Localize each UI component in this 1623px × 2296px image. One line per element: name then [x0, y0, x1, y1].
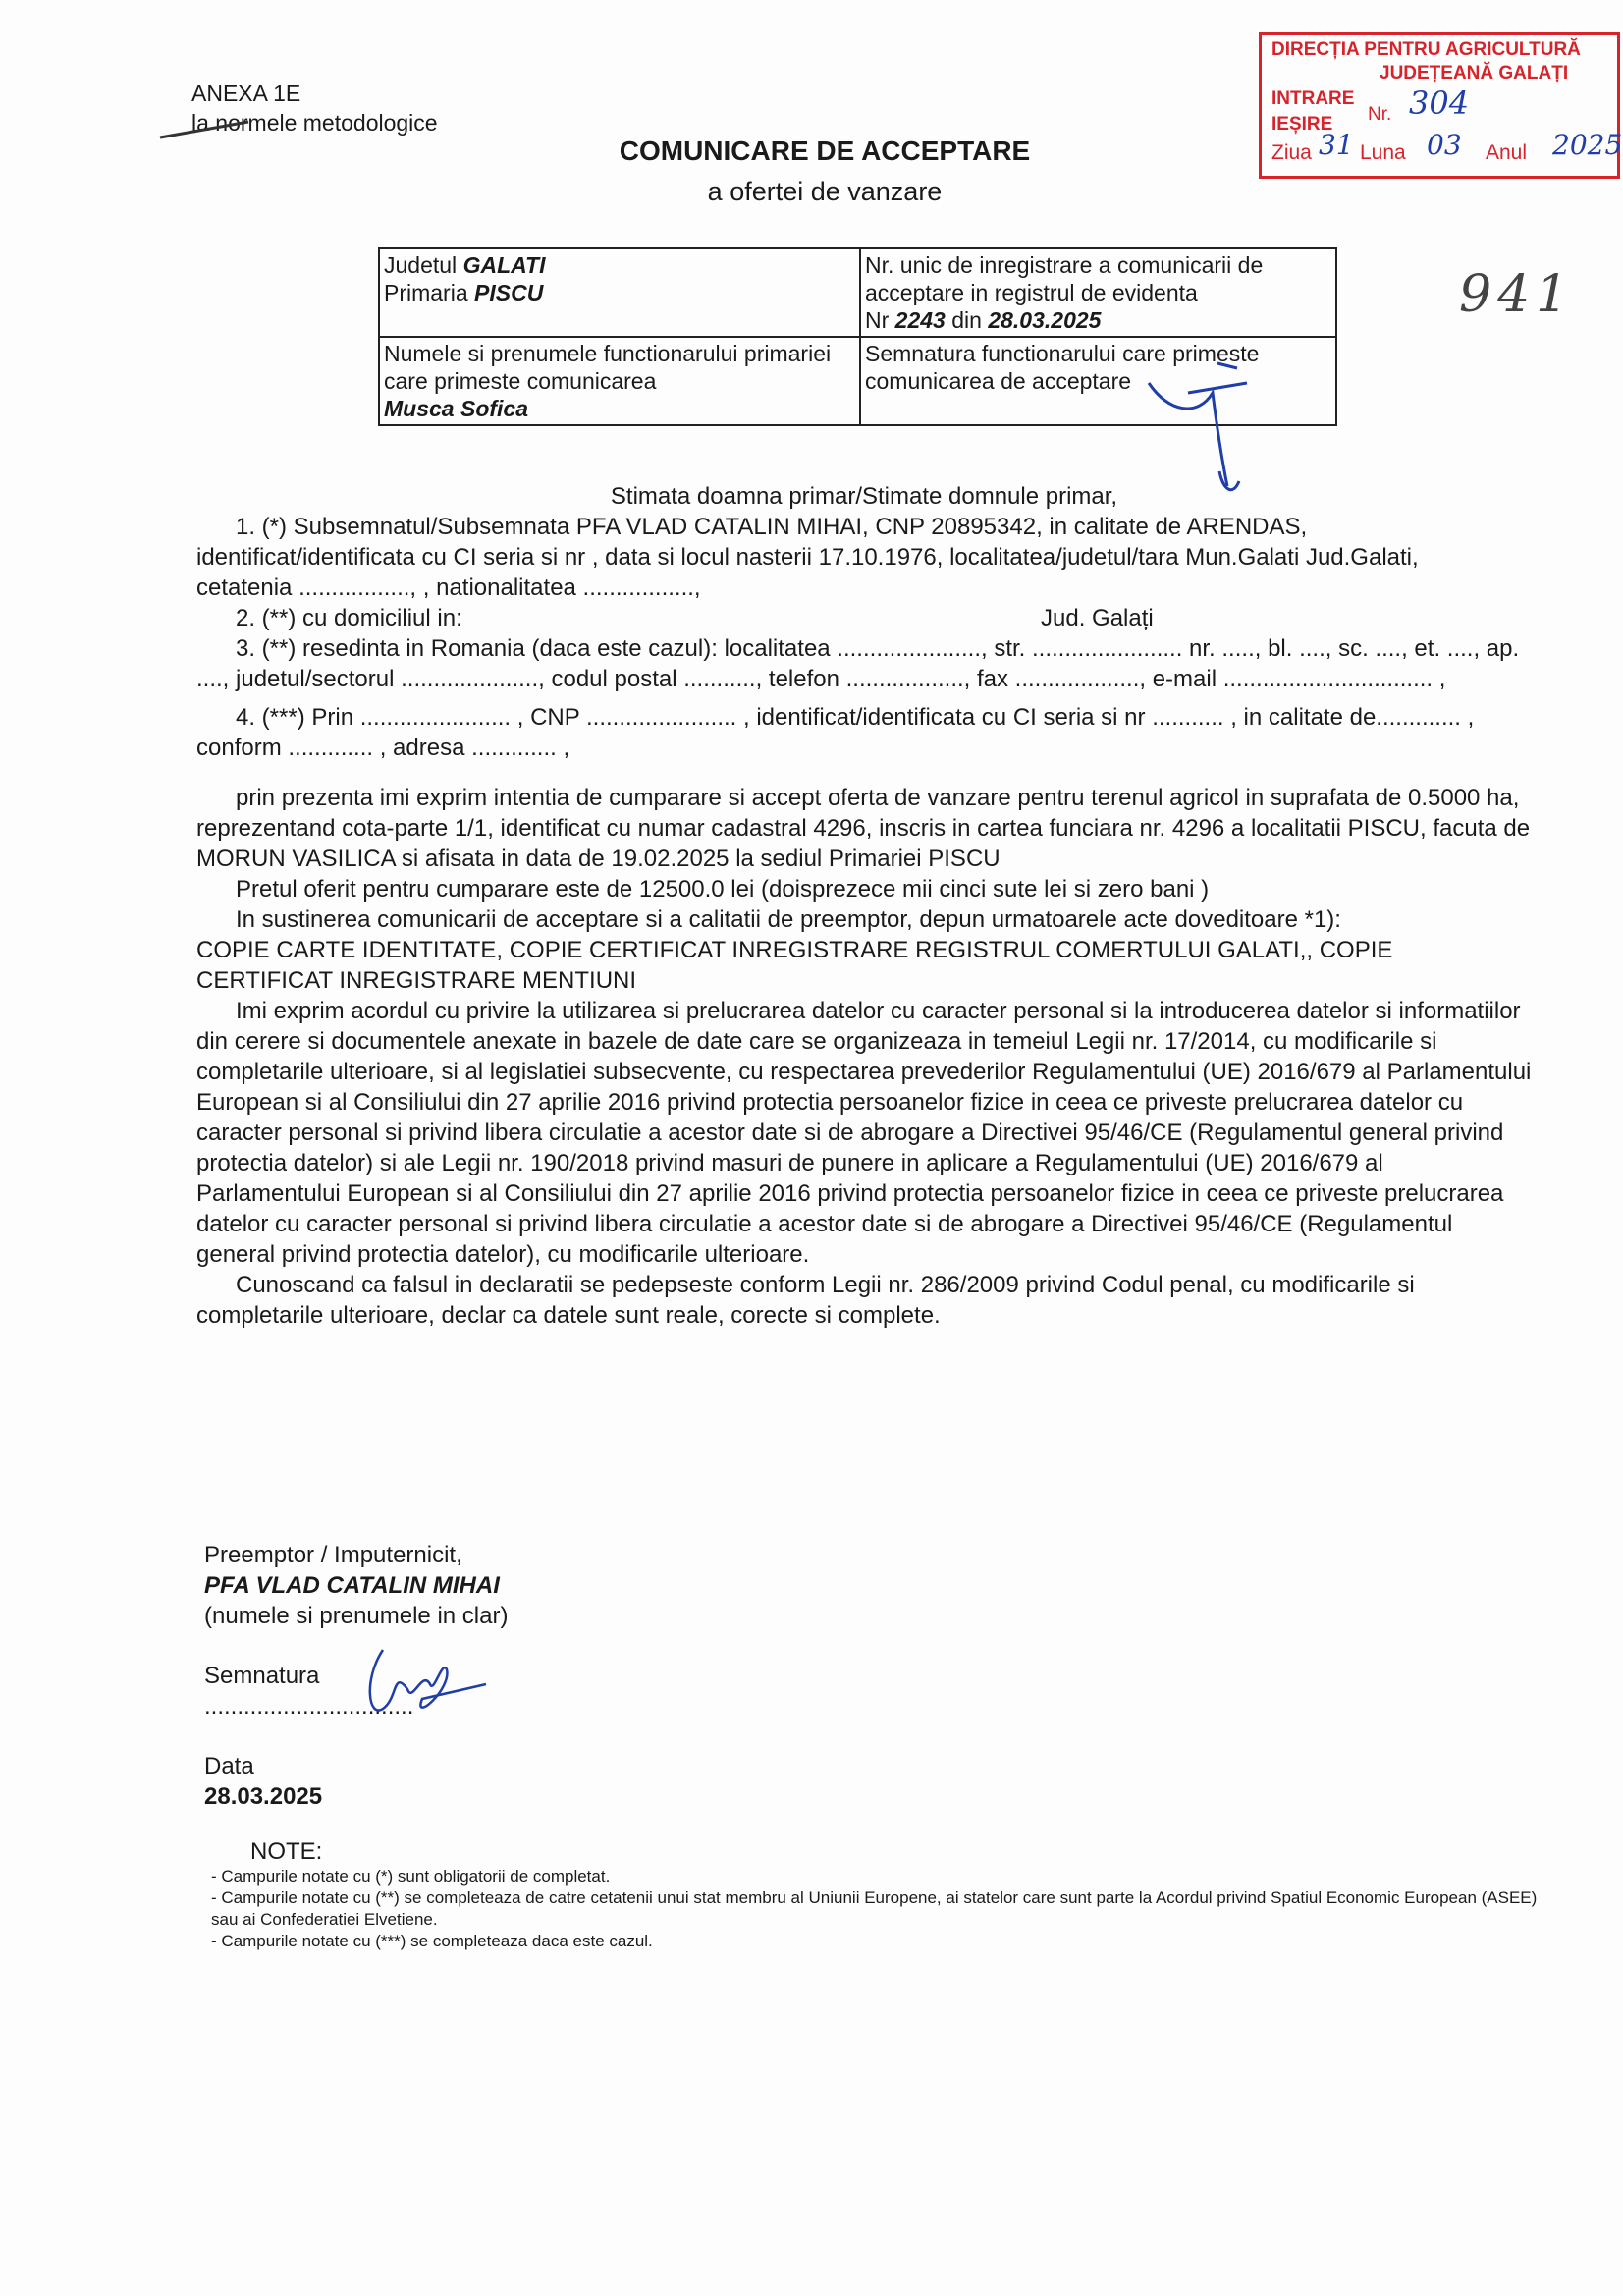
- stamp-intrare: INTRARE: [1271, 88, 1355, 109]
- notes-title: NOTE:: [250, 1838, 323, 1865]
- annex-label: ANEXA 1E: [191, 81, 301, 106]
- note-3: - Campurile notate cu (***) se completeaza daca este cazul.: [211, 1932, 653, 1950]
- stamp-luna-label: Luna: [1360, 141, 1406, 164]
- document-title: COMUNICARE DE ACCEPTARE: [619, 136, 1031, 166]
- document-subtitle: a ofertei de vanzare: [707, 177, 943, 206]
- stamp-line2: JUDEȚEANĂ GALAȚI: [1380, 63, 1569, 83]
- acceptance-statement: prin prezenta imi exprim intentia de cumparare si accept oferta de vanzare pentru terenul agricol in suprafata de 0.5000 ha, reprezentand cota-parte 1/1, identificat cu numar cadastral 4296, inscris in cartea funciara nr. 4296 a localitatii PISCU, facuta de MORUN VASILICA si afisata in data de 19.02.2025 la sediul Primariei PISCU: [196, 785, 1531, 872]
- field-1-citizenship: cetatenia ................., , nationalitatea .................,: [196, 574, 701, 601]
- note-1: - Campurile notate cu (*) sunt obligatorii de completat.: [211, 1867, 611, 1886]
- date-label: Data: [204, 1753, 254, 1779]
- applicant-signature: [353, 1630, 491, 1738]
- stamp-anul-label: Anul: [1486, 141, 1528, 164]
- note-2: - Campurile notate cu (**) se completeaza de catre cetatenii unui stat membru al Uniunii Europene, ai statelor care sunt parte la Acordul privind Spatiul Economic European (ASEE) sau ai Confederatiei Elvetiene.: [211, 1888, 1538, 1929]
- stamp-luna-value: 03: [1427, 129, 1462, 161]
- date-value: 28.03.2025: [204, 1783, 323, 1810]
- registration-stamp: [1259, 32, 1623, 179]
- table-cell-registration: Nr. unic de inregistrare a comunicarii de acceptare in registrul de evidenta Nr 2243 din 28.03.2025: [860, 248, 1336, 337]
- stamp-ziua-label: Ziua: [1271, 141, 1312, 164]
- registration-date: 28.03.2025: [988, 307, 1102, 333]
- stamp-line1: DIRECȚIA PENTRU AGRICULTURĂ: [1271, 39, 1581, 60]
- clerk-name: Musca Sofica: [384, 396, 528, 421]
- salutation: Stimata doamna primar/Stimate domnule primar,: [610, 483, 1118, 510]
- stamp-iesire: IEȘIRE: [1271, 114, 1333, 135]
- primaria-value: PISCU: [474, 280, 544, 305]
- stamp-nr-value: 304: [1409, 84, 1470, 122]
- field-3-residence: 3. (**) resedinta in Romania (daca este cazul): localitatea ......................, str. ....................... nr. ....., bl. ...., sc. ...., et. ...., ap. ...., judetul/sectorul ....................., codul postal ..........., telefon .................., fax ..................., e-mail ................................ ,: [196, 635, 1520, 692]
- registration-number: 2243: [894, 307, 946, 333]
- document-body: [196, 481, 1532, 1331]
- judet-value: GALATI: [462, 252, 546, 278]
- signer-name-note: (numele si prenumele in clar): [204, 1603, 509, 1629]
- documents-list: COPIE CARTE IDENTITATE, COPIE CERTIFICAT INREGISTRARE REGISTRUL COMERTULUI GALATI,, COPIE CERTIFICAT INREGISTRARE MENTIUNI: [196, 937, 1393, 994]
- table-cell-clerk: Numele si prenumele functionarului primariei care primeste comunicarea Musca Sofica: [379, 337, 860, 425]
- price-statement: Pretul oferit pentru cumparare este de 12500.0 lei (doisprezece mii cinci sute lei si zero bani ): [236, 876, 1210, 902]
- table-cell-clerk-signature: Semnatura functionarului care primeste comunicarea de acceptare: [860, 337, 1336, 425]
- annex-sublabel: la normele metodologice: [191, 110, 438, 136]
- notes-list: [211, 1866, 1566, 1952]
- signer-role: Preemptor / Imputernicit,: [204, 1542, 462, 1568]
- gdpr-consent: Imi exprim acordul cu privire la utilizarea si prelucrarea datelor cu caracter personal si la introducerea datelor si informatiilor din cerere si documentele anexate in bazele de date care se organizeaza in temeiul Legii nr. 17/2014, cu modificarile si completarile ulterioare, si al legislatiei subsecvente, cu respectarea prevederilor Regulamentului (UE) 2016/679 al Parlamentului European si al Consiliului din 27 aprilie 2016 privind protectia persoanelor fizice in ceea ce priveste prelucrarea datelor cu caracter personal si privind libera circulatie a acestor date si de abrogare a Directivei 95/46/CE (Regulamentul general privind protectia datelor) si ale Legii nr. 190/2018 privind masuri de punere in aplicare a Regulamentului (UE) 2016/679 al Parlamentului European si al Consiliului din 27 aprilie 2016 privind protectia persoanelor fizice in ceea ce priveste prelucrarea datelor cu caracter personal si privind libera circulatie a acestor date si de abrogare a Directivei 95/46/CE (Regulamentul general privind protectia datelor), cu modificarile ulterioare.: [196, 998, 1532, 1268]
- table-cell-location: Judetul GALATI Primaria PISCU: [379, 248, 860, 337]
- field-2-domicile: 2. (**) cu domiciliul in: Jud. Galați: [236, 605, 1154, 631]
- signature-line: ................................: [204, 1693, 414, 1720]
- stamp-ziua-value: 31: [1319, 129, 1354, 161]
- stamp-anul-value: 2025: [1552, 129, 1623, 161]
- truth-declaration: Cunoscand ca falsul in declaratii se pedepseste conform Legii nr. 286/2009 privind Codul penal, cu modificarile si completarile ulterioare, declar ca datele sunt reale, corecte si complete.: [196, 1272, 1415, 1329]
- documents-statement: In sustinerea comunicarii de acceptare si a calitatii de preemptor, depun urmatoarele acte doveditoare *1):: [236, 906, 1341, 933]
- signature-label: Semnatura: [204, 1663, 320, 1689]
- stamp-nr-label: Nr.: [1368, 104, 1392, 125]
- field-4-representative: 4. (***) Prin ....................... , CNP ....................... , identificat/identificata cu CI seria si nr ........... , in calitate de............. , conform ............. , adresa ............. ,: [196, 704, 1475, 761]
- field-1-applicant: 1. (*) Subsemnatul/Subsemnata PFA VLAD CATALIN MIHAI, CNP 20895342, in calitate de ARENDAS, identificat/identificata cu CI seria si nr , data si locul nasterii 17.10.1976, localitatea/judetul/tara Mun.Galati Jud.Galati,: [196, 514, 1419, 571]
- pen-stroke-mark: [155, 116, 253, 145]
- signer-name: PFA VLAD CATALIN MIHAI: [204, 1572, 500, 1599]
- handwritten-number: 941: [1459, 265, 1575, 324]
